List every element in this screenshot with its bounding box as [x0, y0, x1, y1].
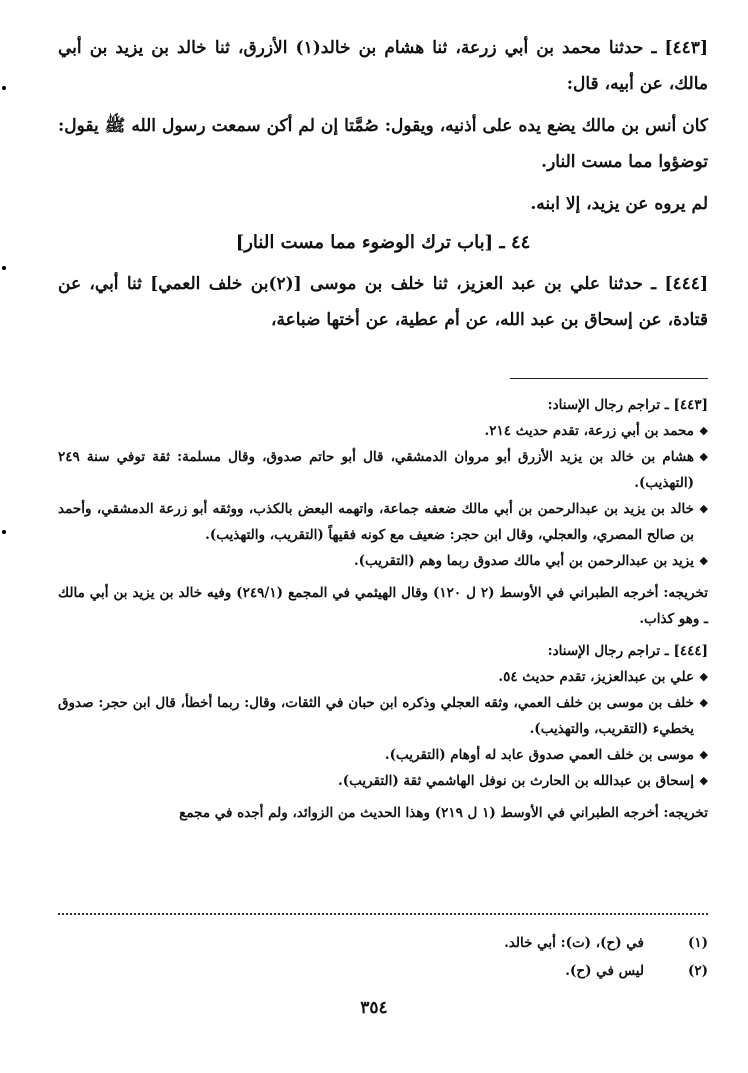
- hadith-443-isnad: [٤٤٣] ـ حدثنا محمد بن أبي زرعة، ثنا هشام بن خالد(١) الأزرق، ثنا خالد بن يزيد بن أبي مالك، عن أبيه، قال:: [58, 38, 708, 94]
- narrator-note: ◆ هشام بن خالد بن يزيد الأزرق أبو مروان الدمشقي، قال أبو حاتم صدوق، وقال مسلمة: ثقة توفي سنة ٢٤٩ (التهذيب).: [58, 444, 708, 496]
- notes-443-title: [٤٤٣] ـ تراجم رجال الإسناد:: [547, 397, 708, 413]
- narrator-note: ◆ إسحاق بن عبدالله بن الحارث بن نوفل الهاشمي ثقة (التقريب).: [58, 768, 708, 794]
- narrator-note: ◆ يزيد بن عبدالرحمن بن أبي مالك صدوق ربما وهم (التقريب).: [58, 548, 708, 574]
- narrator-note: ◆ محمد بن أبي زرعة، تقدم حديث ٢١٤.: [58, 418, 708, 444]
- footnote-text: ليس في (ح).: [565, 963, 644, 979]
- hadith-444-isnad: [٤٤٤] ـ حدثنا علي بن عبد العزيز، ثنا خلف بن موسى [(٢)بن خلف العمي] ثنا أبي، عن قتادة، عن إسحاق بن عبد الله، عن أم عطية، عن أختها ضباعة،: [58, 274, 708, 330]
- notes-444-takhrij: تخريجه: أخرجه الطبراني في الأوسط (١ ل ٢١٩) وهذا الحديث من الزوائد، ولم أجده في مجمع: [179, 805, 708, 821]
- main-text: [58, 30, 708, 338]
- footnote-separator: [510, 378, 708, 379]
- notes-444-title: [٤٤٤] ـ تراجم رجال الإسناد:: [547, 643, 708, 659]
- footnote-2: [58, 960, 708, 982]
- chapter-heading: ٤٤ ـ [باب ترك الوضوء مما مست النار]: [235, 232, 531, 253]
- notes-443-takhrij: تخريجه: أخرجه الطبراني في الأوسط (٢ ل ١٢٠) وقال الهيثمي في المجمع (٢٤٩/١) وفيه خالد بن يزيد بن أبي مالك ـ وهو كذاب.: [58, 585, 708, 627]
- dotted-separator: [58, 913, 708, 915]
- footnote-number: (١): [687, 935, 708, 951]
- narrator-note: ◆ خلف بن موسى بن خلف العمي، وثقه العجلي وذكره ابن حبان في الثقات، وقال: ربما أخطأ، قال ابن حجر: صدوق يخطيء (التقريب، والتهذيب).: [58, 690, 708, 742]
- scan-mark: [2, 266, 6, 270]
- narrator-note: ◆ موسى بن خلف العمي صدوق عابد له أوهام (التقريب).: [58, 742, 708, 768]
- page-number: ٣٥٤: [360, 998, 388, 1018]
- commentary-notes: [58, 390, 708, 826]
- narrator-note: ◆ خالد بن يزيد بن عبدالرحمن بن أبي مالك ضعفه جماعة، واتهمه البعض بالكذب، ووثقه أبو زرعة الدمشقي، وأحمد بن صالح المصري، والعجلي، وقال ابن حجر: ضعيف مع كونه فقيهاً (التقريب، والتهذيب).: [58, 496, 708, 548]
- footnote-1: [58, 932, 708, 954]
- hadith-443-matn: كان أنس بن مالك يضع يده على أذنيه، ويقول: صُمَّتا إن لم أكن سمعت رسول الله ﷺ يقول: توضؤوا مما مست النار.: [58, 116, 708, 172]
- hadith-443-comment: لم يروه عن يزيد، إلا ابنه.: [530, 194, 708, 214]
- scan-mark: [2, 86, 6, 90]
- scan-mark: [2, 530, 6, 534]
- narrator-note: ◆ علي بن عبدالعزيز، تقدم حديث ٥٤.: [58, 664, 708, 690]
- footnote-number: (٢): [687, 963, 708, 979]
- footnote-text: في (ح)، (ت): أبي خالد.: [504, 935, 644, 951]
